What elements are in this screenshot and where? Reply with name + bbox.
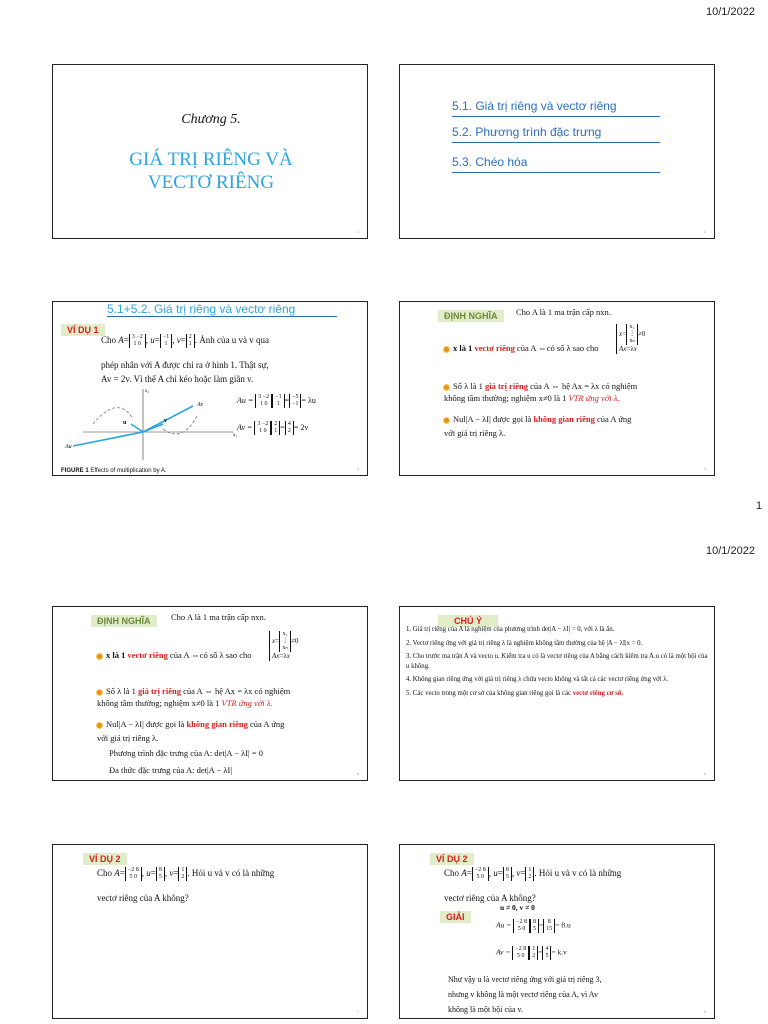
definition-bullet-1: x là 1 vectơ riêng của A ⇔có số λ sao cho [97,649,252,661]
definition-intro: Cho A là 1 ma trận cấp nxn. [516,307,611,317]
label-x2: x₂ [145,389,149,394]
toc-item-2[interactable]: 5.2. Phương trình đặc trưng [452,125,660,143]
definition-bullet-1: x là 1 vectơ riêng của A ⇔có số λ sao cho [444,342,599,354]
toc-item-3[interactable]: 5.3. Chéo hóa [452,155,660,173]
toc-item-1[interactable]: 5.1. Giá trị riêng và vectơ riêng [452,99,660,117]
example-2-line-1: Cho A= −2 8 5 0 , u= 8 5 , v= 1 2 . Hỏi u và v có là những [97,867,275,880]
au-equation: Au = 3 −2 1 0−1 1 = −5 −1 = λu [237,394,316,407]
page-number: 1 [756,500,763,512]
example-line-3: Av = 2v. Vì thế A chỉ kéo hoặc làm giãn v. [101,374,254,384]
av-equation: Av = −2 8 5 01 2 = 4 5 = k.v [496,946,567,959]
example-tag: VÍ DỤ 1 [61,324,105,336]
eigen-system: x=x₁ ⋮ xₙ≠0 Ax=λx [269,631,298,661]
label-x1: x₁ [233,433,237,438]
conclusion-3: không là một bội của v. [448,1005,524,1014]
notes-list [406,625,708,702]
note-2: 2. Vectơ riêng ứng với giá trị riêng λ là nghiệm không tầm thường của hệ |A − λI|x = 0. [406,639,643,647]
figure-1-plot [63,384,243,464]
example-line-2: phép nhân với A được chỉ ra ở hình 1. Thật sự, [101,360,269,370]
example-2-line-2: vectơ riêng của A không? [444,893,536,903]
note-tag: CHÚ Ý [438,615,498,627]
label-v: v [164,418,167,424]
slide-title-line1: GIÁ TRỊ RIÊNG VÀ [129,149,293,170]
definition-intro: Cho A là 1 ma trận cấp nxn. [171,612,266,622]
chapter-label: Chương 5. [181,112,241,127]
solution-tag: GIẢI [440,911,471,923]
definition-bullet-2: Số λ là 1 giá trị riêng của A ⇔ hệ Ax = λx có nghiệm không tầm thường; nghiệm x≠0 là 1 VTR ứng với λ. [444,381,638,403]
characteristic-polynomial: Đa thức đặc trưng của A: det|A − λI| [109,765,233,775]
definition-tag: ĐỊNH NGHĨA [91,615,157,627]
note-4: 4. Không gian riêng ứng với giá trị riêng λ chứa vecto không và tất cả các vectơ riêng ứng với λ. [406,676,669,683]
slide-title: Chương 5. GIÁ TRỊ RIÊNG VÀ VECTƠ RIÊNG 1 [52,64,368,239]
label-u: u [123,420,127,426]
label-au: Au [65,444,72,450]
note-3: 3. Cho trước ma trận A và vecto u. Kiểm tra u có là vectơ riêng của A bằng cách kiểm tra A.u có là một bội của u không. [406,653,708,670]
conclusion-1: Như vậy u là vectơ riêng ứng với giá trị riêng 3, [448,975,602,984]
slide-definition-2: ĐỊNH NGHĨA Cho A là 1 ma trận cấp nxn. x là 1 vectơ riêng của A ⇔có số λ sao cho x=x₁ ⋮ xₙ≠0 Ax=λx Số λ là 1 giá trị riêng của A ⇔ hệ Ax = λx có nghiệm không tầm thường; nghiệm x≠0 là 1 VTR ứng với λ. Nul|A − λI| được gọi là không gian riêng của A ứng với giá trị riêng λ. Phương trình đặc trưng của A: det|A − λI| = 0 Đa thức đặc trưng của A: det|A − λI| 5 [52,606,368,781]
characteristic-equation: Phương trình đặc trưng của A: det|A − λI| = 0 [109,748,264,758]
note-5: 5. Các vecto trong một cơ sở của không gian riêng gọi là các vectơ riêng cơ sở. [406,689,624,697]
nonzero-note: u ≠ 0, v ≠ 0 [500,903,535,912]
slide-title-line2: VECTƠ RIÊNG [147,172,275,193]
definition-bullet-2: Số λ là 1 giá trị riêng của A ⇔ hệ Ax = λx có nghiệm không tầm thường; nghiệm x≠0 là 1 VTR ứng với λ. [97,686,291,708]
definition-bullet-3: Nul|A − λI| được gọi là không gian riêng của A ứng với giá trị riêng λ. [444,414,632,438]
page-date: 10/1/2022 [706,6,755,18]
conclusion-2: nhưng v không là một vectơ riêng của A, vì Av [448,990,598,999]
slide-toc: 5.1. Giá trị riêng và vectơ riêng 5.2. Phương trình đặc trưng 5.3. Chéo hóa 2 [399,64,715,239]
note-1: 1. Giá trị riêng của A là nghiệm của phương trình det|A − λI| = 0, với λ là ẩn. [406,626,615,633]
slide-example-2-solution: VÍ DỤ 2 Cho A= −2 8 5 0 , u= 8 5 , v= 1 2 . Hỏi u và v có là những vectơ riêng của A không? u ≠ 0, v ≠ 0 GIẢI Au = −2 8 5 08 5 = 8 15 = 8.u Av = −2 8 5 01 2 = 4 5 = k.v Như vậy u là vectơ riêng ứng với giá trị riêng 3, nhưng v không là một vectơ riêng của A, vì Av không là một bội của v. 8 [399,844,715,1019]
example-2-line-2: vectơ riêng của A không? [97,893,189,903]
slide-definition: ĐỊNH NGHĨA Cho A là 1 ma trận cấp nxn. x là 1 vectơ riêng của A ⇔có số λ sao cho x=x₁ ⋮ xₙ≠0 Ax=λx Số λ là 1 giá trị riêng của A ⇔ hệ Ax = λx có nghiệm không tầm thường; nghiệm x≠0 là 1 VTR ứng với λ. Nul|A − λI| được gọi là không gian riêng của A ứng với giá trị riêng λ. 4 [399,301,715,476]
figure-caption: FIGURE 1 Effects of multiplication by A. [61,468,167,474]
section-header: 5.1+5.2. Giá trị riêng và vectơ riêng [107,302,337,317]
example-tag: VÍ DỤ 2 [83,853,127,865]
example-2-line-1: Cho A= −2 8 5 0 , u= 8 5 , v= 1 2 . Hỏi u và v có là những [444,867,622,880]
definition-tag: ĐỊNH NGHĨA [438,310,504,322]
slide-notes: CHÚ Ý 1. Giá trị riêng của A là nghiệm của phương trình det|A − λI| = 0, với λ là ẩn. 2. Vectơ riêng ứng với giá trị riêng λ là nghiệm không tầm thường của hệ |A − λI|x = 0. 3. Cho trước ma trận A và vecto u. Kiểm tra u có là vectơ riêng của A bằng cách kiểm tra A.u có là một bội của u không. 4. Không gian riêng ứng với giá trị riêng λ chứa vecto không và tất cả các vectơ riêng ứng với λ. 5. Các vecto trong một cơ sở của không gian riêng gọi là các vectơ riêng cơ sở. 6 [399,606,715,781]
slide-example-1: 5.1+5.2. Giá trị riêng và vectơ riêng VÍ DỤ 1 Cho A= 3 −2 1 0 , u= −1 1 , v= 2 1 . Ảnh của u và v qua phép nhân với A được chỉ ra ở hình 1. Thật sự, Av = 2v. Vì thế A chỉ kéo hoặc làm giãn v. Av Au u v x₁ x₂ Au = 3 −2 1 0−1 1 = −5 −1 = λu Av = 3 −2 1 02 1 = 4 2 = 2v FIGURE 1 Effects of multiplication by A. 3 [52,301,368,476]
au-equation: Au = −2 8 5 08 5 = 8 15 = 8.u [496,919,571,932]
eigen-system: x=x₁ ⋮ xₙ≠0 Ax=λx [616,324,645,354]
slide-example-2: VÍ DỤ 2 Cho A= −2 8 5 0 , u= 8 5 , v= 1 2 . Hỏi u và v có là những vectơ riêng của A không? 7 [52,844,368,1019]
av-equation: Av = 3 −2 1 02 1 = 4 2 = 2v [237,421,309,434]
page-date-2: 10/1/2022 [706,545,755,557]
label-av: Av [197,402,203,408]
definition-bullet-3: Nul|A − λI| được gọi là không gian riêng của A ứng với giá trị riêng λ. [97,719,285,743]
example-line-1: Cho A= 3 −2 1 0 , u= −1 1 , v= 2 1 . Ảnh của u và v qua [101,334,270,347]
example-tag: VÍ DỤ 2 [430,853,474,865]
